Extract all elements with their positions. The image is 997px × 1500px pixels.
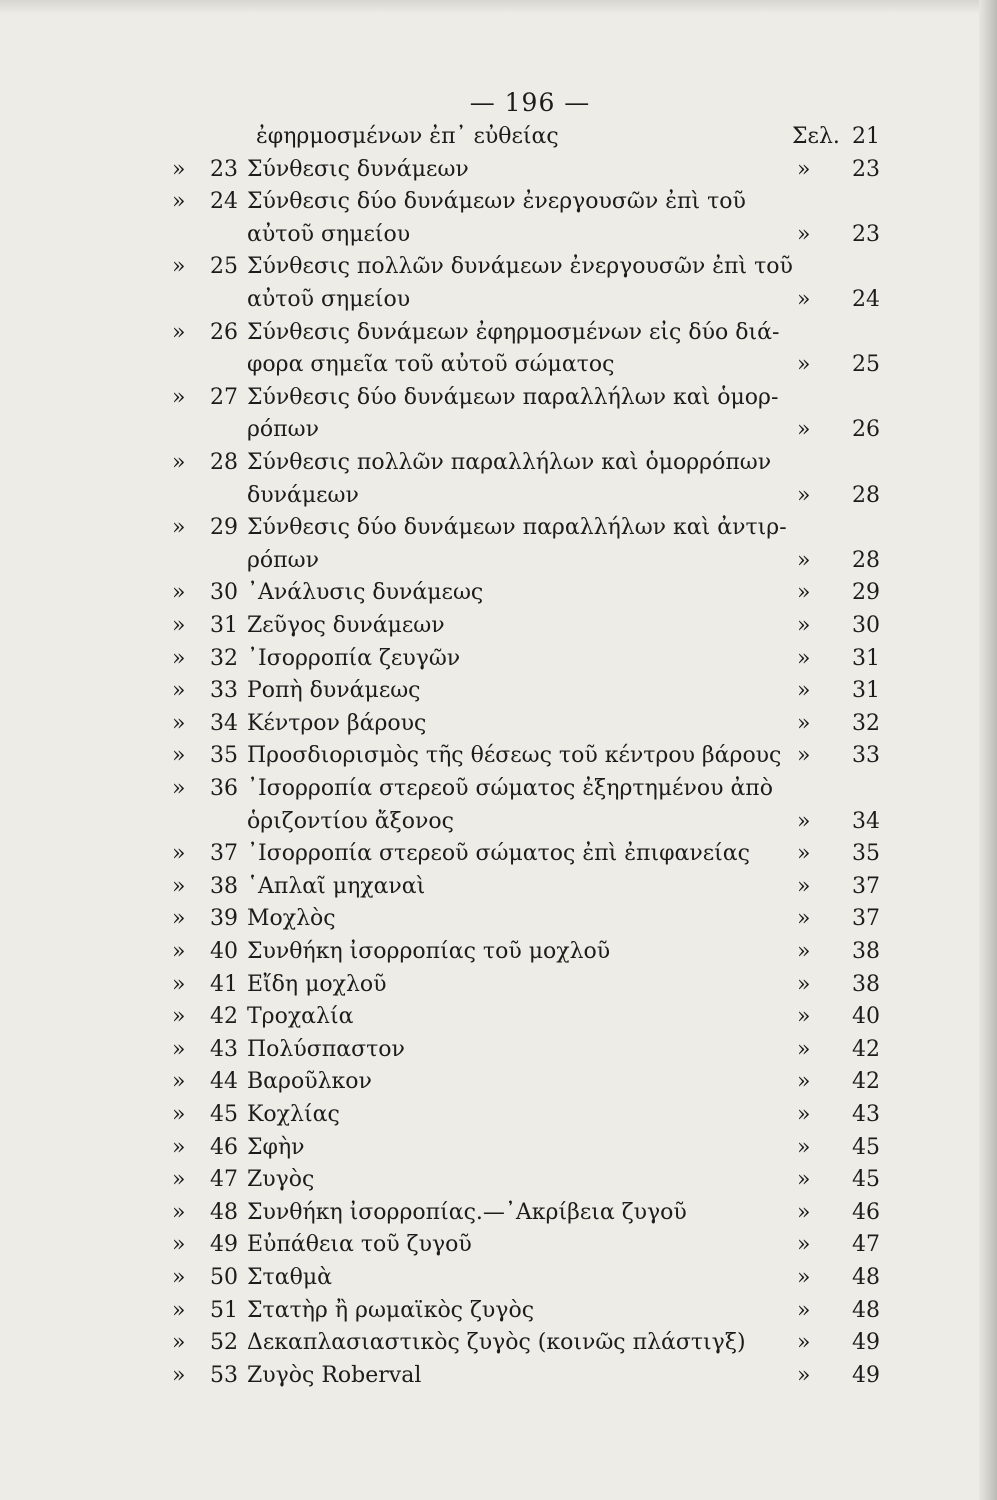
entry-page-prefix: » xyxy=(797,1265,811,1290)
entry-number: 24 xyxy=(210,189,238,215)
entry-page-number: 25 xyxy=(852,352,880,378)
toc-entry xyxy=(0,515,997,580)
entry-title-line: ᾿Ανάλυσις δυνάμεως xyxy=(247,580,484,606)
entry-number: 37 xyxy=(210,841,238,867)
entry-number: 38 xyxy=(210,873,238,899)
entry-page-number: 49 xyxy=(852,1362,880,1388)
entry-number: 28 xyxy=(210,450,238,475)
entry-ditto-mark: » xyxy=(172,1330,186,1356)
entry-page-number: 35 xyxy=(852,841,880,867)
entry-title-line: ὁριζοντίου ἄξονος xyxy=(247,808,454,834)
toc-entry xyxy=(0,254,997,319)
entry-ditto-mark: » xyxy=(172,1232,186,1258)
toc-entry xyxy=(0,743,997,776)
entry-page-number: 42 xyxy=(852,1036,880,1062)
entry-title-line: Σύνθεσις πολλῶν παραλλήλων καὶ ὁμορρόπων xyxy=(247,450,772,475)
entry-page-prefix: » xyxy=(797,613,811,638)
entry-ditto-mark: » xyxy=(172,678,186,704)
entry-title-line: Σύνθεσις πολλῶν δυνάμεων ἐνεργουσῶν ἐπὶ τοῦ xyxy=(247,254,793,280)
entry-page-number: 34 xyxy=(852,808,880,834)
toc-entry xyxy=(0,711,997,744)
entry-title-line: Ροπὴ δυνάμεως xyxy=(247,678,421,704)
entry-number: 48 xyxy=(210,1199,238,1225)
entry-page-number: 48 xyxy=(852,1265,880,1290)
entry-page-prefix: » xyxy=(797,352,811,378)
entry-page-prefix: » xyxy=(797,1036,811,1062)
entry-number: 43 xyxy=(210,1036,238,1062)
entry-ditto-mark: » xyxy=(172,515,186,541)
entry-ditto-mark: » xyxy=(172,1362,186,1388)
entry-number: 42 xyxy=(210,1004,238,1030)
entry-page-number: 31 xyxy=(852,678,880,704)
entry-page-prefix: » xyxy=(797,1330,811,1356)
entry-page-prefix: » xyxy=(797,971,811,997)
entry-number: 40 xyxy=(210,939,238,964)
entry-title-line: Σύνθεσις δύο δυνάμεων παραλλήλων καὶ ἀντιρ- xyxy=(247,515,787,541)
entry-number: 39 xyxy=(210,906,238,932)
entry-ditto-mark: » xyxy=(172,384,186,410)
entry-page-prefix: » xyxy=(797,939,811,964)
entry-title-line: Προσδιορισμὸς τῆς θέσεως τοῦ κέντρου βάρους xyxy=(247,743,782,769)
entry-page-number: 47 xyxy=(852,1232,880,1258)
entry-title-line: Εὐπάθεια τοῦ ζυγοῦ xyxy=(247,1232,472,1258)
entry-page-number: 31 xyxy=(852,645,880,671)
entry-number: 49 xyxy=(210,1232,238,1258)
toc-entry xyxy=(0,385,997,450)
entry-number: 51 xyxy=(210,1297,238,1323)
toc-entry xyxy=(0,1298,997,1331)
entry-page-number: 23 xyxy=(852,156,880,182)
toc-entry xyxy=(0,1069,997,1102)
entry-page-prefix: » xyxy=(797,678,811,704)
entry-page-prefix: » xyxy=(797,1232,811,1258)
toc-entry xyxy=(0,1330,997,1363)
entry-title-line: φορα σημεῖα τοῦ αὐτοῦ σώματος xyxy=(247,352,615,378)
toc-entry xyxy=(0,678,997,711)
toc-entry xyxy=(0,1232,997,1265)
entry-ditto-mark: » xyxy=(172,1265,186,1290)
entry-ditto-mark: » xyxy=(172,1199,186,1225)
toc-entry xyxy=(0,874,997,907)
entry-page-prefix: » xyxy=(797,645,811,671)
entry-title-line: Τροχαλία xyxy=(247,1004,354,1030)
entry-title-line: ἐφηρμοσμένων ἐπ᾽ εὐθείας xyxy=(256,124,559,149)
toc-entry xyxy=(0,450,997,515)
entry-ditto-mark: » xyxy=(172,1069,186,1095)
entry-title-line: Συνθήκη ἰσορροπίας.—᾿Ακρίβεια ζυγοῦ xyxy=(247,1199,687,1225)
toc-entry xyxy=(0,1004,997,1037)
entry-number: 52 xyxy=(210,1330,238,1356)
entry-page-number: 24 xyxy=(852,286,880,312)
toc-entry xyxy=(0,580,997,613)
entry-page-number: 45 xyxy=(852,1134,880,1160)
entry-title-line: Βαροῦλκον xyxy=(247,1069,372,1095)
entry-number: 45 xyxy=(210,1102,238,1127)
toc-entry xyxy=(0,939,997,972)
entry-title-line: Συνθήκη ἰσορροπίας τοῦ μοχλοῦ xyxy=(247,939,611,964)
entry-page-prefix: » xyxy=(797,1362,811,1388)
entry-page-prefix: » xyxy=(797,873,811,899)
entry-page-prefix: » xyxy=(797,1102,811,1127)
toc-entry xyxy=(0,320,997,385)
entry-number: 26 xyxy=(210,319,238,345)
toc-entry xyxy=(0,646,997,679)
entry-page-number: 38 xyxy=(852,939,880,964)
entry-title-line: Εἴδη μοχλοῦ xyxy=(247,971,387,997)
entry-page-prefix: » xyxy=(797,906,811,932)
entry-number: 44 xyxy=(210,1069,238,1095)
entry-page-number: 32 xyxy=(852,710,880,736)
entry-ditto-mark: » xyxy=(172,1167,186,1193)
entry-number: 25 xyxy=(210,254,238,280)
entry-number: 46 xyxy=(210,1134,238,1160)
entry-title-line: Σφὴν xyxy=(247,1134,305,1160)
entry-page-prefix: » xyxy=(797,482,811,508)
entry-number: 34 xyxy=(210,710,238,736)
entry-number: 23 xyxy=(210,156,238,182)
toc-entry xyxy=(0,1200,997,1233)
entry-page-number: 33 xyxy=(852,743,880,769)
entry-page-number: 43 xyxy=(852,1102,880,1127)
entry-title-line: Σύνθεσις δύο δυνάμεων παραλλήλων καὶ ὁμορ- xyxy=(247,384,779,410)
entry-number: 32 xyxy=(210,645,238,671)
entry-page-prefix: » xyxy=(797,1167,811,1193)
entry-page-number: 29 xyxy=(852,580,880,606)
entry-title-line: ρόπων xyxy=(247,547,319,573)
entry-title-line: Μοχλὸς xyxy=(247,906,336,932)
entry-page-number: 49 xyxy=(852,1330,880,1356)
entry-title-line: αὐτοῦ σημείου xyxy=(247,221,411,247)
entry-page-number: 38 xyxy=(852,971,880,997)
entry-ditto-mark: » xyxy=(172,1036,186,1062)
entry-ditto-mark: » xyxy=(172,580,186,606)
entry-title-line: Στατὴρ ἢ ρωμαϊκὸς ζυγὸς xyxy=(247,1297,535,1323)
entry-ditto-mark: » xyxy=(172,906,186,932)
toc-entry xyxy=(0,1102,997,1135)
entry-ditto-mark: » xyxy=(172,939,186,964)
entry-number: 30 xyxy=(210,580,238,606)
entry-page-prefix: » xyxy=(797,286,811,312)
entry-title-line: Σύνθεσις δυνάμεων ἐφηρμοσμένων εἰς δύο διά- xyxy=(247,319,780,345)
entry-title-line: Κέντρον βάρους xyxy=(247,710,427,736)
entry-page-number: 40 xyxy=(852,1004,880,1030)
entry-title-line: Πολύσπαστον xyxy=(247,1036,405,1062)
entry-ditto-mark: » xyxy=(172,971,186,997)
entry-title-line: αὐτοῦ σημείου xyxy=(247,286,411,312)
entry-ditto-mark: » xyxy=(172,1134,186,1160)
entry-number: 33 xyxy=(210,678,238,704)
toc-entry xyxy=(0,1265,997,1298)
entry-page-number: 30 xyxy=(852,613,880,638)
entry-ditto-mark: » xyxy=(172,189,186,215)
page-number: — 196 — xyxy=(469,88,591,117)
toc-entry xyxy=(0,841,997,874)
toc-entry xyxy=(0,1363,997,1396)
entry-ditto-mark: » xyxy=(172,710,186,736)
entry-ditto-mark: » xyxy=(172,743,186,769)
entry-ditto-mark: » xyxy=(172,873,186,899)
entry-title-line: ᾿Ισορροπία ζευγῶν xyxy=(247,645,461,671)
toc-entry xyxy=(0,124,997,157)
toc-entry xyxy=(0,1135,997,1168)
entry-page-number: 37 xyxy=(852,873,880,899)
entry-page-prefix: Σελ. xyxy=(792,124,840,149)
entry-ditto-mark: » xyxy=(172,319,186,345)
entry-number: 36 xyxy=(210,776,238,801)
entry-page-prefix: » xyxy=(797,841,811,867)
entry-title-line: Δεκαπλασιαστικὸς ζυγὸς (κοινῶς πλάστιγξ) xyxy=(247,1330,746,1356)
entry-title-line: ᾿Ισορροπία στερεοῦ σώματος ἐξηρτημένου ἀπὸ xyxy=(247,776,774,801)
entry-ditto-mark: » xyxy=(172,450,186,475)
entry-page-prefix: » xyxy=(797,156,811,182)
entry-ditto-mark: » xyxy=(172,1297,186,1323)
entry-number: 50 xyxy=(210,1265,238,1290)
entry-title-line: Ζυγὸς xyxy=(247,1167,315,1193)
entry-number: 31 xyxy=(210,613,238,638)
entry-page-prefix: » xyxy=(797,221,811,247)
toc-entry xyxy=(0,189,997,254)
entry-page-prefix: » xyxy=(797,547,811,573)
toc-entry xyxy=(0,1037,997,1070)
entry-title-line: Σταθμὰ xyxy=(247,1265,332,1290)
entry-ditto-mark: » xyxy=(172,841,186,867)
entry-page-prefix: » xyxy=(797,1297,811,1323)
entry-page-prefix: » xyxy=(797,1134,811,1160)
entry-number: 29 xyxy=(210,515,238,541)
entry-title-line: Σύνθεσις δυνάμεων xyxy=(247,156,469,182)
entry-page-prefix: » xyxy=(797,1199,811,1225)
entry-title-line: δυνάμεων xyxy=(247,482,359,508)
entry-ditto-mark: » xyxy=(172,1004,186,1030)
entry-title-line: Ζεῦγος δυνάμεων xyxy=(247,613,445,638)
entry-page-number: 23 xyxy=(852,221,880,247)
entry-ditto-mark: » xyxy=(172,776,186,801)
entry-page-prefix: » xyxy=(797,417,811,443)
entry-page-number: 28 xyxy=(852,482,880,508)
entry-page-number: 45 xyxy=(852,1167,880,1193)
entry-page-prefix: » xyxy=(797,1004,811,1030)
entry-title-line: Σύνθεσις δύο δυνάμεων ἐνεργουσῶν ἐπὶ τοῦ xyxy=(247,189,746,215)
toc-entry xyxy=(0,1167,997,1200)
toc-entry xyxy=(0,972,997,1005)
entry-title-line: ᾿Ισορροπία στερεοῦ σώματος ἐπὶ ἐπιφανείας xyxy=(247,841,750,867)
toc-entry xyxy=(0,613,997,646)
page-top-edge xyxy=(0,0,997,14)
entry-page-prefix: » xyxy=(797,580,811,606)
toc-entry xyxy=(0,776,997,841)
toc-entry xyxy=(0,906,997,939)
entry-title-line: Ζυγὸς Roberval xyxy=(247,1362,422,1388)
entry-page-prefix: » xyxy=(797,1069,811,1095)
entry-ditto-mark: » xyxy=(172,1102,186,1127)
entry-page-prefix: » xyxy=(797,710,811,736)
entry-number: 41 xyxy=(210,971,238,997)
entry-ditto-mark: » xyxy=(172,254,186,280)
entry-number: 53 xyxy=(210,1362,238,1388)
entry-ditto-mark: » xyxy=(172,613,186,638)
entry-page-prefix: » xyxy=(797,808,811,834)
entry-page-number: 37 xyxy=(852,906,880,932)
entry-ditto-mark: » xyxy=(172,645,186,671)
entry-ditto-mark: » xyxy=(172,156,186,182)
entry-number: 27 xyxy=(210,384,238,410)
entry-title-line: Κοχλίας xyxy=(247,1102,340,1127)
entry-page-number: 28 xyxy=(852,547,880,573)
entry-number: 35 xyxy=(210,743,238,769)
entry-page-number: 42 xyxy=(852,1069,880,1095)
entry-number: 47 xyxy=(210,1167,238,1193)
entry-title-line: ρόπων xyxy=(247,417,319,443)
entry-page-prefix: » xyxy=(797,743,811,769)
entry-page-number: 46 xyxy=(852,1199,880,1225)
entry-page-number: 48 xyxy=(852,1297,880,1323)
entry-page-number: 26 xyxy=(852,417,880,443)
entry-page-number: 21 xyxy=(852,124,880,149)
entry-title-line: ῾Απλαῖ μηχαναὶ xyxy=(247,873,426,899)
toc-entry xyxy=(0,157,997,190)
